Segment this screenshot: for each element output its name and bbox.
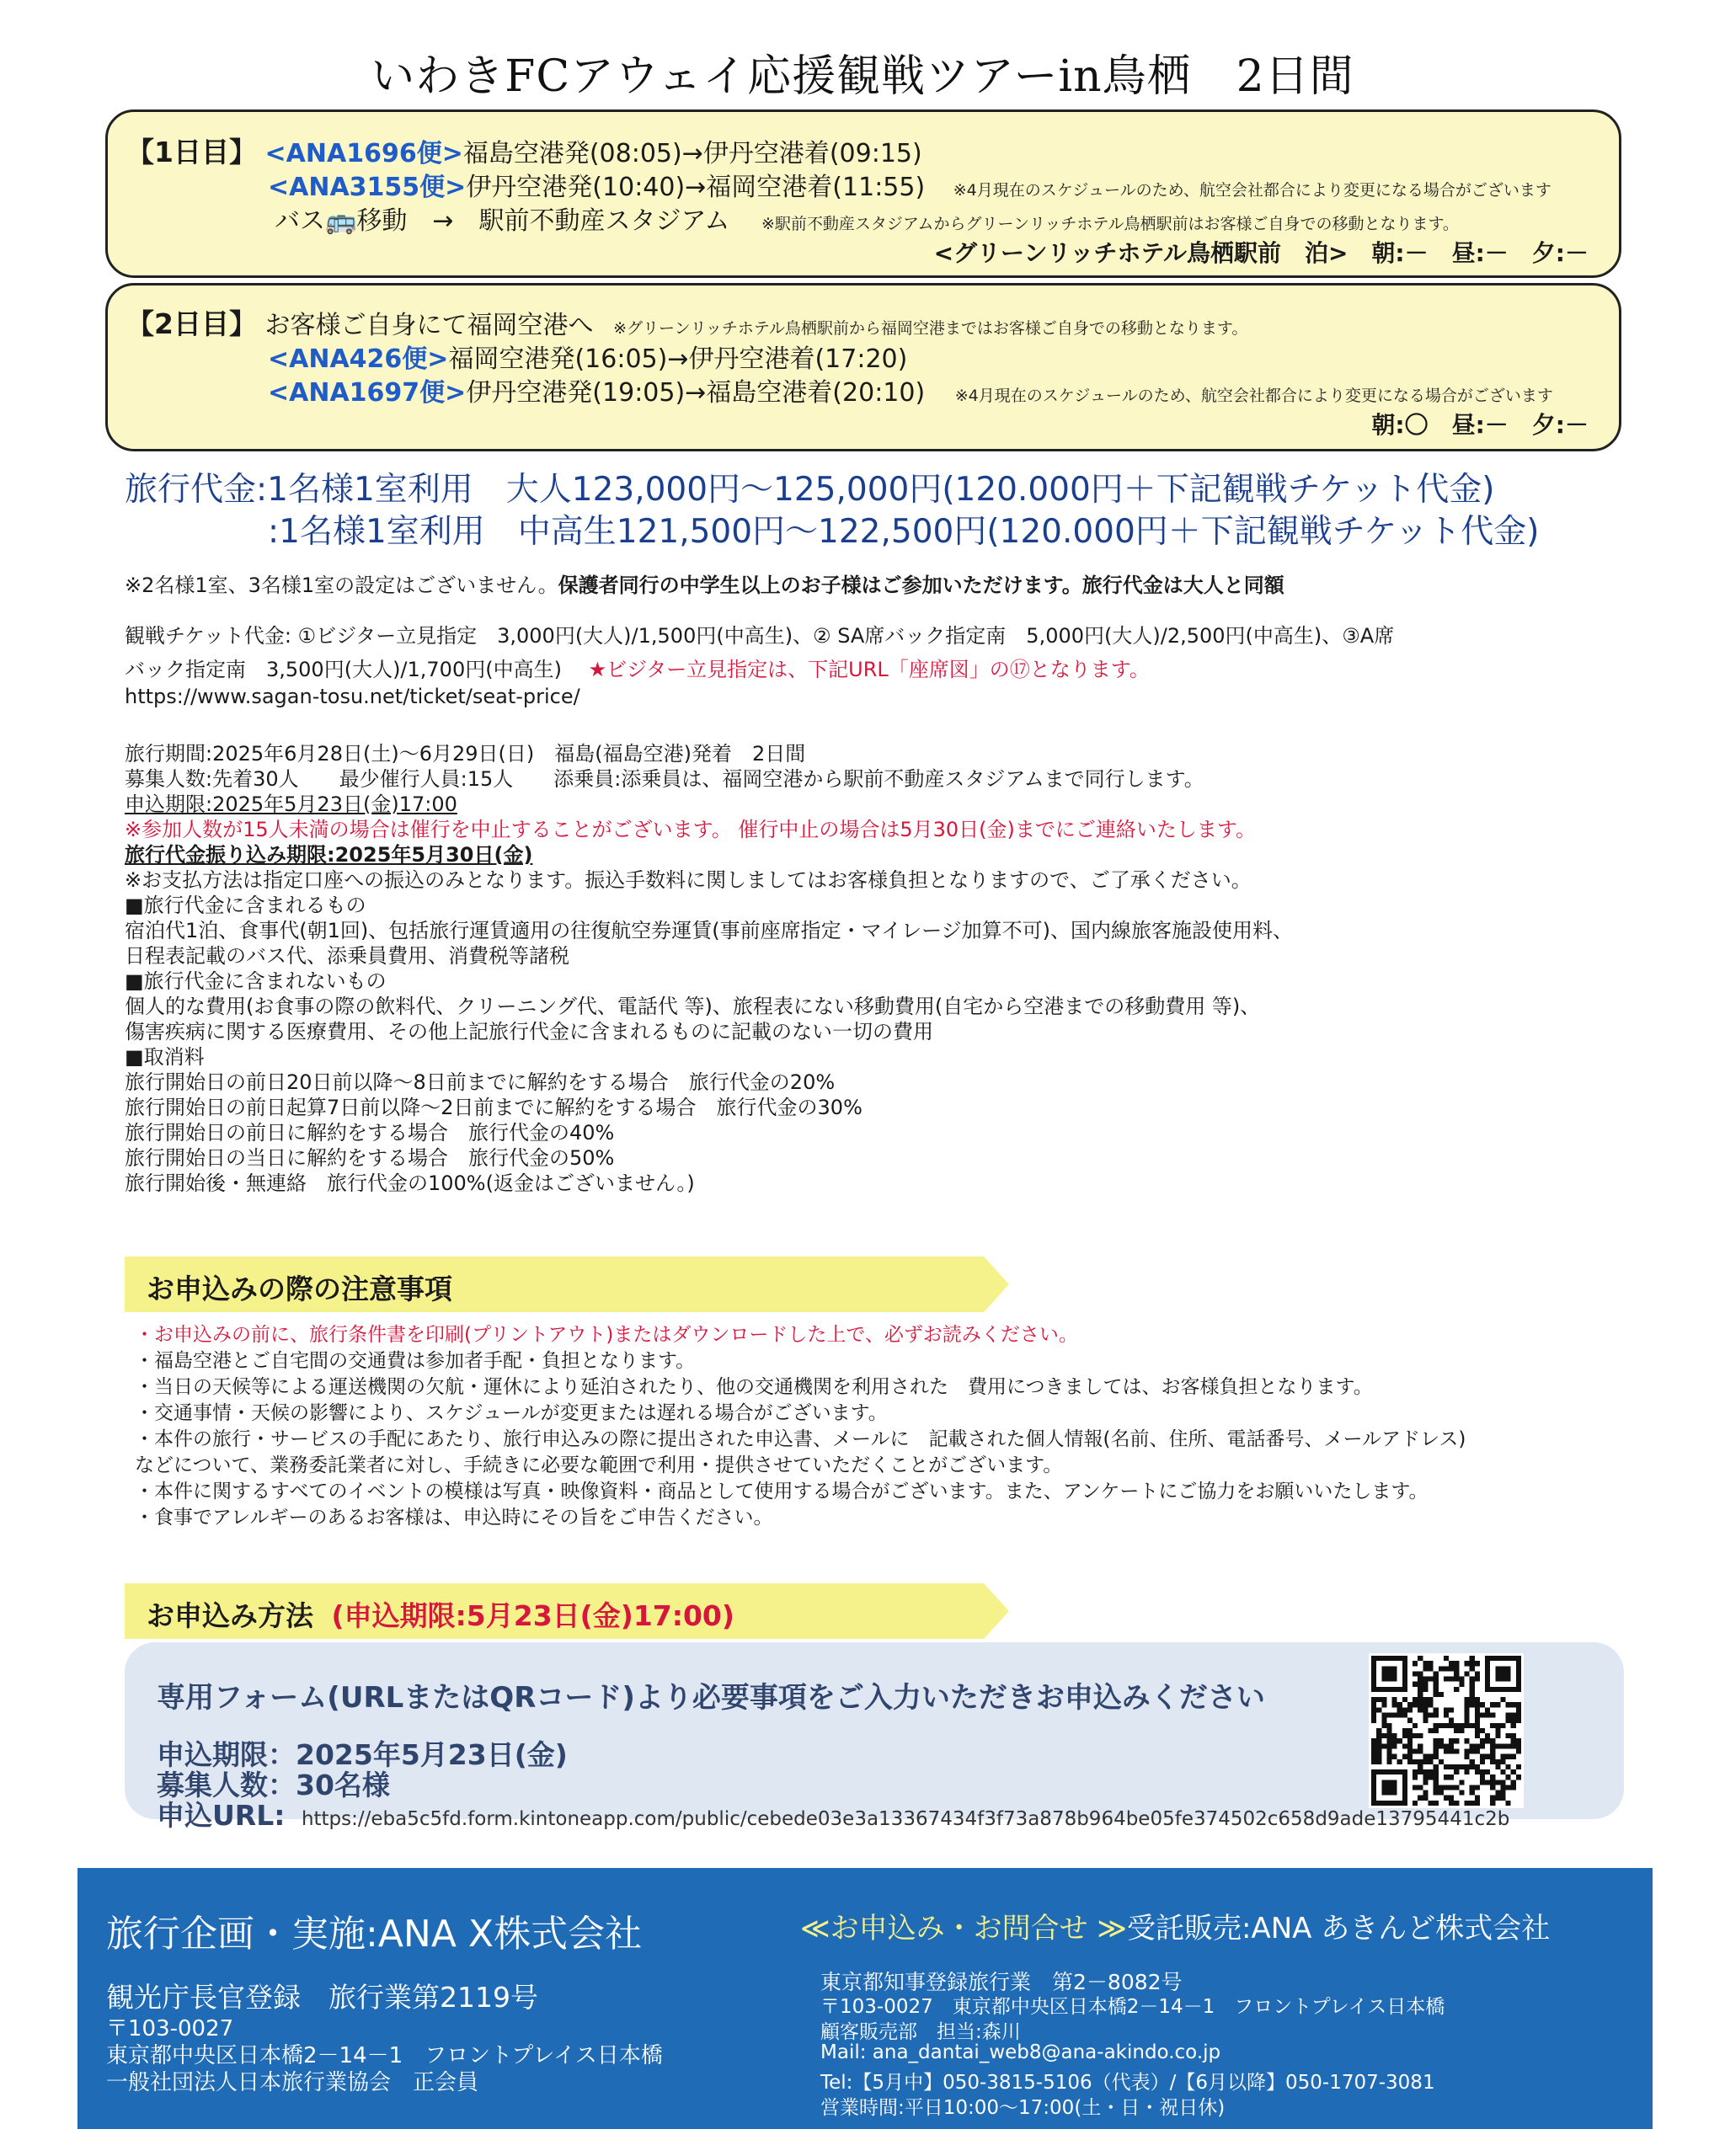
footer-agent: 受託販売:ANA あきんど株式会社 — [1127, 1912, 1551, 1945]
notice-8: ・食事でアレルギーのあるお客様は、申込時にその旨をご申告ください。 — [135, 1507, 773, 1529]
included-heading: ■旅行代金に含まれるもの — [125, 894, 366, 917]
day2-meals: 朝:〇 昼:－ 夕:－ — [1371, 411, 1589, 439]
ticket-price-1: 観戦チケット代金: ①ビジター立見指定 3,000円(大人)/1,500円(中高生)、② SA席バック指定南 5,000円(大人)/2,500円(中高生)、③A席 — [125, 624, 1395, 648]
footer — [77, 1868, 1653, 2129]
notice-7: ・本件に関するすべてのイベントの模様は写真・映像資料・商品として使用する場合がございます。また、アンケートにご協力をお願いいたします。 — [135, 1481, 1429, 1502]
day1-flight2: <ANA3155便> — [268, 173, 467, 202]
apply-heading: お申込み方法 — [147, 1599, 313, 1632]
cancel-fee-4: 旅行開始日の当日に解約をする場合 旅行代金の50% — [125, 1146, 615, 1170]
day1-schedule-note: ※4月現在のスケジュールのため、航空会社都合により変更になる場合がございます — [953, 181, 1551, 200]
price-student: :1名様1室利用 中高生121,500円～122,500円(120.000円＋下記観戦チケット代金) — [268, 513, 1540, 551]
footer-association: 一般社団法人日本旅行業協会 正会員 — [106, 2070, 479, 2095]
cancel-fee-5: 旅行開始後・無連絡 旅行代金の100%(返金はございません。) — [125, 1171, 695, 1195]
footer-address-2: 〒103-0027 東京都中央区日本橋2－14－1 フロントプレイス日本橋 — [820, 1996, 1445, 2018]
excluded-line1: 個人的な費用(お食事の際の飲料代、クリーニング代、電話代 等)、旅程表にない移動費用(自宅から空港までの移動費用 等)、 — [125, 995, 1261, 1018]
excluded-line2: 傷害疾病に関する医療費用、その他上記旅行代金に含まれるものに記載のない一切の費用 — [125, 1020, 933, 1043]
notice-6: などについて、業務委託業者に対し、手続きに必要な範囲で利用・提供させていただくことがございます。 — [135, 1454, 1063, 1476]
child-note: 保護者同行の中学生以上のお子様はご参加いただけます。旅行代金は大人と同額 — [558, 574, 1284, 597]
notes-banner — [125, 1257, 984, 1312]
notice-3: ・当日の天候等による運送機関の欠航・運休により延泊されたり、他の交通機関を利用された 費用につきましては、お客様負担となります。 — [135, 1376, 1373, 1398]
payment-note: ※お支払方法は指定口座への振込のみとなります。振込手数料に関しましてはお客様負担となりますので、ご了承ください。 — [125, 868, 1252, 892]
day1-bus: バス🚌移動 → 駅前不動産スタジアム — [275, 206, 730, 236]
payment-deadline: 旅行代金振り込み期限:2025年5月30日(金) — [125, 843, 533, 867]
day1-label: 【1日目】 — [126, 136, 257, 168]
day1-route1: 福島空港発(08:05)→伊丹空港着(09:15) — [462, 139, 922, 168]
apply-capacity: 募集人数：30名様 — [157, 1769, 390, 1801]
footer-hours: 営業時間:平日10:00～17:00(土・日・祝日休) — [820, 2097, 1226, 2119]
excluded-heading: ■旅行代金に含まれないもの — [125, 969, 387, 993]
footer-address: 東京都中央区日本橋2－14－1 フロントプレイス日本橋 — [106, 2043, 663, 2068]
day1-hotel-meals: <グリーンリッチホテル鳥栖駅前 泊> 朝:－ 昼:－ 夕:－ — [933, 239, 1589, 267]
included-line1: 宿泊代1泊、食事代(朝1回)、包括旅行運賃適用の往復航空券運賃(事前座席指定・マイレージ加算不可)、国内線旅客施設使用料、 — [125, 919, 1294, 942]
apply-instruction: 専用フォーム(URLまたはQRコード)より必要事項をご入力いただきお申込みください — [157, 1681, 1265, 1715]
day2-flight1: <ANA426便> — [268, 344, 449, 374]
travel-period: 旅行期間:2025年6月28日(土)～6月29日(日) 福島(福島空港)発着 2日間 — [125, 742, 806, 766]
ticket-url-link[interactable]: https://www.sagan-tosu.net/ticket/seat-price/ — [125, 685, 580, 708]
footer-department: 顧客販売部 担当:森川 — [820, 2021, 1021, 2043]
day2-flight2: <ANA1697便> — [268, 378, 467, 408]
cancel-fee-2: 旅行開始日の前日起算7日前以降～2日前までに解約をする場合 旅行代金の30% — [125, 1096, 862, 1119]
qr-code-icon[interactable] — [1369, 1653, 1524, 1808]
page-title: いわきFCアウェイ応援観戦ツアーin鳥栖 2日間 — [371, 51, 1354, 102]
day2-route2: 伊丹空港発(19:05)→福島空港着(20:10) — [466, 378, 926, 408]
day2-label: 【2日目】 — [126, 307, 257, 340]
apply-deadline: 申込期限：2025年5月23日(金) — [157, 1738, 568, 1771]
notice-1: ・お申込みの前に、旅行条件書を印刷(プリントアウト)またはダウンロードした上で、必ずお読みください。 — [135, 1324, 1078, 1346]
day2-route1: 福岡空港発(16:05)→伊丹空港着(17:20) — [448, 344, 908, 374]
price-adult: 旅行代金:1名様1室利用 大人123,000円～125,000円(120.000円＋下記観戦チケット代金) — [125, 471, 1495, 509]
day2-text1: お客様ご自身にて福岡空港へ — [264, 311, 594, 340]
footer-registration-2: 東京都知事登録旅行業 第2－8082号 — [820, 1970, 1183, 1994]
day1-flight1: <ANA1696便> — [264, 139, 463, 168]
application-deadline: 申込期限:2025年5月23日(金)17:00 — [125, 792, 457, 816]
cancel-fee-heading: ■取消料 — [125, 1045, 205, 1069]
apply-heading-deadline: (申込期限:5月23日(金)17:00) — [331, 1599, 734, 1632]
apply-url-label: 申込URL: — [157, 1799, 286, 1832]
day2-itinerary-box — [105, 283, 1621, 451]
day2-note1: ※グリーンリッチホテル鳥栖駅前から福岡空港まではお客様ご自身での移動となります。 — [613, 319, 1248, 338]
day2-schedule-note: ※4月現在のスケジュールのため、航空会社都合により変更になる場合がございます — [954, 387, 1553, 405]
footer-tel[interactable]: Tel:【5月中】050-3815-5106（代表）/【6月以降】050-1707-3081 — [820, 2072, 1435, 2094]
recruit-info: 募集人数:先着30人 最少催行人員:15人 添乗員:添乗員は、福岡空港から駅前不動産スタジアムまで同行します。 — [125, 767, 1204, 791]
cancel-warning: ※参加人数が15人未満の場合は催行を中止することがございます。 催行中止の場合は5月30日(金)までにご連絡いたします。 — [125, 818, 1256, 841]
footer-contact-heading: ≪お申込み・お問合せ ≫ — [800, 1912, 1127, 1945]
footer-mail[interactable]: Mail: ana_dantai_web8@ana-akindo.co.jp — [820, 2041, 1221, 2063]
cancel-fee-3: 旅行開始日の前日に解約をする場合 旅行代金の40% — [125, 1121, 615, 1145]
footer-registration: 観光庁長官登録 旅行業第2119号 — [106, 1981, 538, 2014]
apply-url-link[interactable]: https://eba5c5fd.form.kintoneapp.com/public/cebede03e3a13367434f3f73a878b964be05fe374502c658d9ade13795441c2b — [301, 1808, 1510, 1830]
day1-itinerary-box — [105, 109, 1621, 278]
footer-zip: 〒103-0027 — [106, 2016, 234, 2041]
notice-2: ・福島空港とご自宅間の交通費は参加者手配・負担となります。 — [135, 1350, 696, 1372]
room-note: ※2名様1室、3名様1室の設定はございません。 — [125, 574, 558, 597]
ticket-price-2: バック指定南 3,500円(大人)/1,700円(中高生) — [125, 658, 562, 681]
day1-bus-note: ※駅前不動産スタジアムからグリーンリッチホテル鳥栖駅前はお客様ご自身での移動となります。 — [761, 215, 1459, 233]
ticket-seat-note: ★ビジター立見指定は、下記URL「座席図」の⑰となります。 — [588, 658, 1150, 681]
apply-banner — [125, 1583, 984, 1639]
notes-heading: お申込みの際の注意事項 — [147, 1273, 452, 1305]
footer-organizer: 旅行企画・実施:ANA X株式会社 — [106, 1913, 643, 1956]
cancel-fee-1: 旅行開始日の前日20日前以降～8日前までに解約をする場合 旅行代金の20% — [125, 1070, 836, 1094]
day1-route2: 伊丹空港発(10:40)→福岡空港着(11:55) — [466, 173, 926, 202]
included-line2: 日程表記載のバス代、添乗員費用、消費税等諸税 — [125, 944, 569, 968]
notice-4: ・交通事情・天候の影響により、スケジュールが変更または遅れる場合がございます。 — [135, 1402, 888, 1424]
notice-5: ・本件の旅行・サービスの手配にあたり、旅行申込みの際に提出された申込書、メールに 記載された個人情報(名前、住所、電話番号、メールアドレス) — [135, 1428, 1466, 1450]
